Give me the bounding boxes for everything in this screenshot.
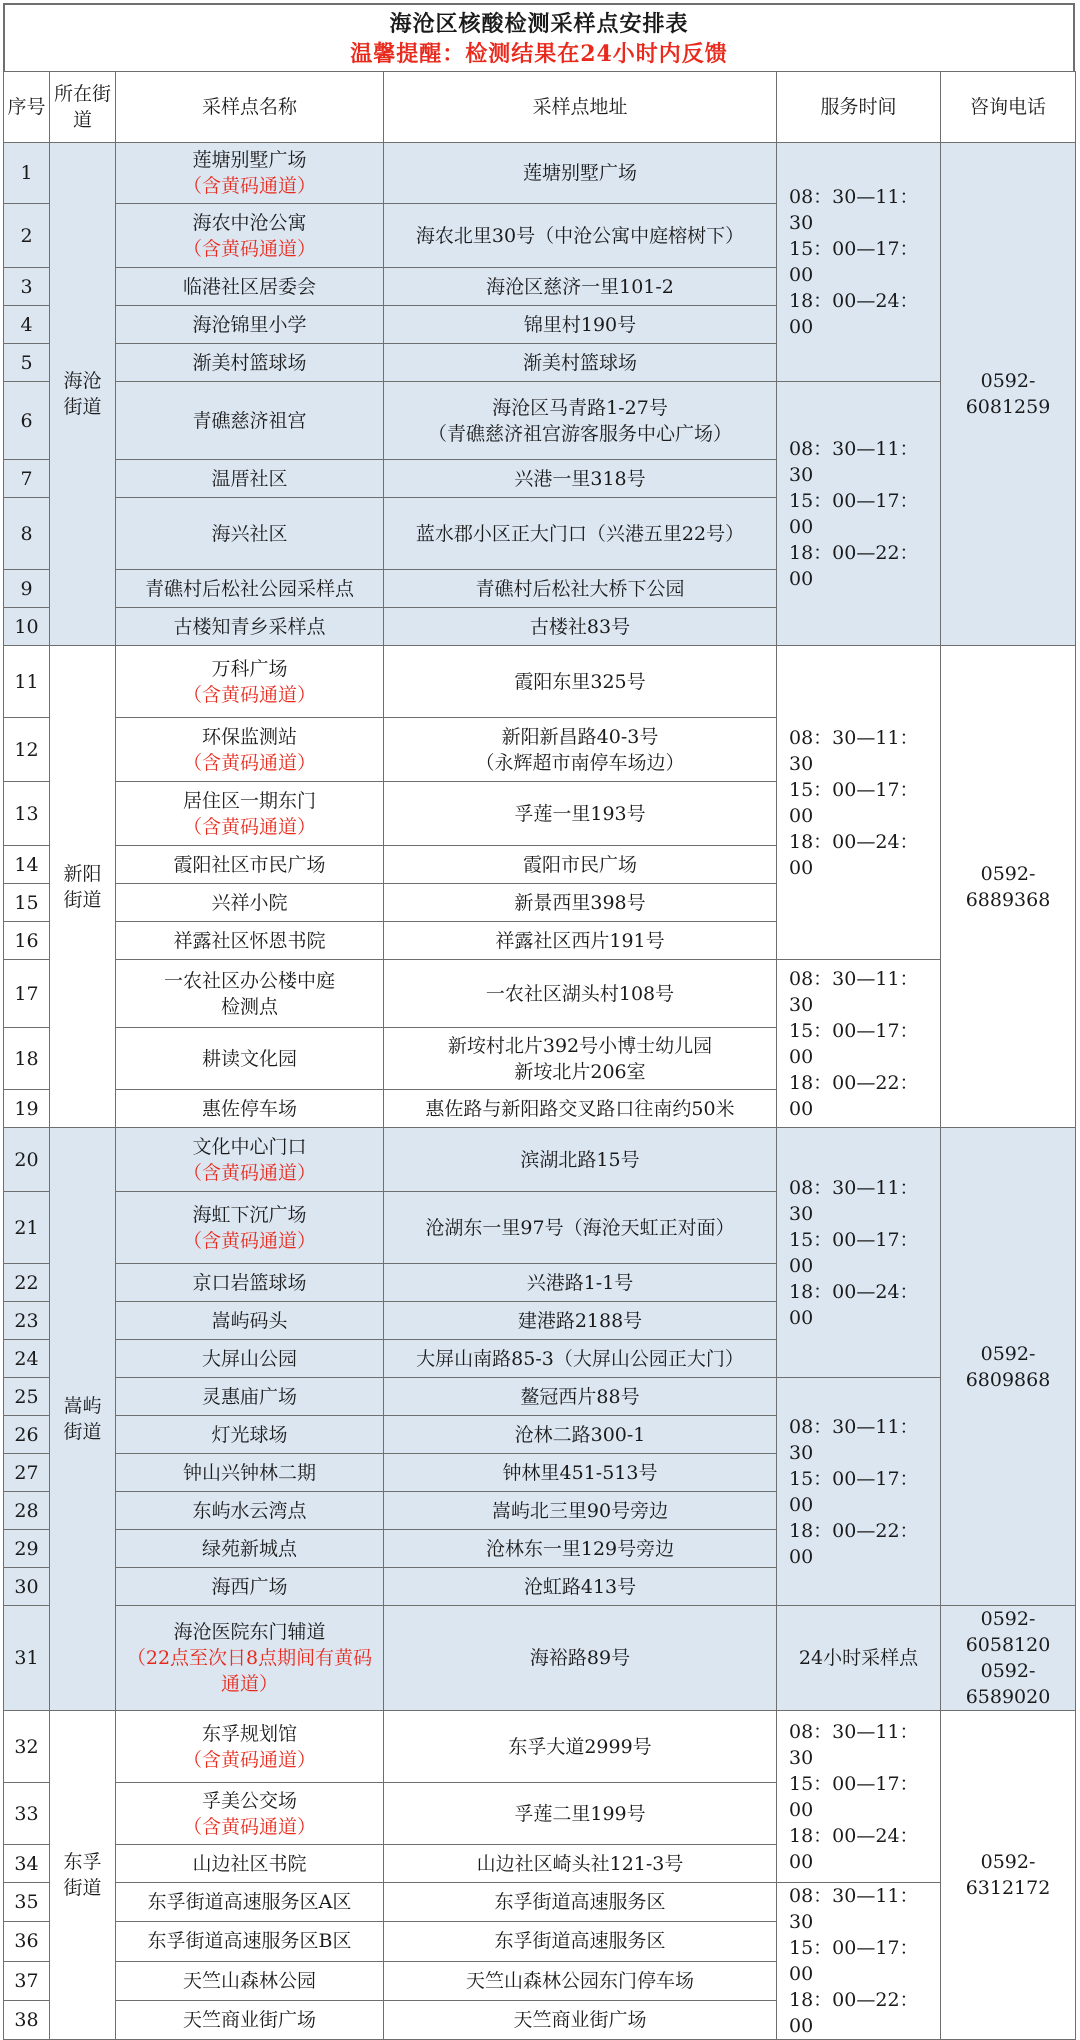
phone-cell bbox=[941, 1606, 1076, 1711]
site-address: 一农社区湖头村108号 bbox=[485, 982, 675, 1005]
site-address: 锦里村190号 bbox=[523, 313, 637, 336]
site-address-cell bbox=[384, 1302, 777, 1340]
phone-number: 0592-6081259 bbox=[965, 370, 1051, 418]
row-seq: 21 bbox=[4, 1192, 50, 1264]
site-name-cell bbox=[116, 306, 384, 344]
site-address: 新垵北片206室 bbox=[514, 1060, 646, 1083]
site-address: 海农北里30号（中沧公寓中庭榕树下） bbox=[415, 224, 745, 247]
service-hours-cell bbox=[777, 960, 941, 1128]
phone-cell bbox=[941, 1128, 1076, 1606]
row-seq: 31 bbox=[4, 1606, 50, 1711]
site-name: 古楼知青乡采样点 bbox=[173, 615, 326, 638]
street-cell bbox=[50, 1128, 116, 1711]
street-name-line: 新阳 bbox=[63, 862, 102, 885]
street-name-line: 街道 bbox=[63, 1421, 102, 1443]
row-seq: 27 bbox=[4, 1454, 50, 1492]
site-name-cell bbox=[116, 1606, 384, 1711]
site-name: 海农中沧公寓 bbox=[192, 211, 307, 234]
site-address-cell bbox=[384, 1883, 777, 1922]
service-hours-cell bbox=[777, 1378, 941, 1606]
site-name: 东孚街道高速服务区B区 bbox=[147, 1930, 352, 1953]
site-name-cell bbox=[116, 460, 384, 498]
site-address-cell bbox=[384, 846, 777, 884]
service-hours-line: 18：00—22：00 bbox=[789, 1071, 919, 1120]
site-name: 渐美村篮球场 bbox=[192, 351, 307, 374]
service-hours-cell bbox=[777, 382, 941, 646]
site-name: 大屏山公园 bbox=[201, 1347, 297, 1370]
row-seq: 26 bbox=[4, 1416, 50, 1454]
site-name-cell bbox=[116, 960, 384, 1028]
service-hours-cell bbox=[777, 646, 941, 960]
site-name: 天竺商业街广场 bbox=[182, 2008, 316, 2031]
row-seq: 35 bbox=[4, 1883, 50, 1922]
site-name: 青礁村后松社公园采样点 bbox=[144, 577, 354, 600]
site-address: 霞阳东里325号 bbox=[514, 670, 646, 693]
service-hours-line: 08：30—11：30 bbox=[789, 726, 919, 775]
site-address: 孚莲二里199号 bbox=[514, 1802, 646, 1825]
site-name-cell bbox=[116, 1922, 384, 1961]
site-address-cell bbox=[384, 1028, 777, 1090]
yellow-code-tag: （含黄码通道） bbox=[182, 815, 316, 838]
site-address-cell bbox=[384, 306, 777, 344]
street-cell bbox=[50, 143, 116, 646]
sampling-table bbox=[3, 71, 1076, 2040]
site-address: 东孚街道高速服务区 bbox=[494, 1891, 666, 1914]
service-hours-cell bbox=[777, 1711, 941, 1883]
site-address-cell bbox=[384, 1416, 777, 1454]
site-name-cell bbox=[116, 1530, 384, 1568]
site-address-cell bbox=[384, 718, 777, 782]
site-name-cell bbox=[116, 1378, 384, 1416]
service-hours-line: 15：00—17：00 bbox=[789, 1937, 919, 1985]
header-street: 所在街道 bbox=[50, 72, 116, 143]
site-name: 天竺山森林公园 bbox=[182, 1969, 316, 1992]
row-seq: 5 bbox=[4, 344, 50, 382]
street-cell bbox=[50, 1711, 116, 2040]
site-name-cell bbox=[116, 1492, 384, 1530]
street-name-line: 街道 bbox=[63, 1877, 102, 1899]
site-address: 兴港路1-1号 bbox=[526, 1271, 634, 1294]
site-address-cell bbox=[384, 922, 777, 960]
row-seq: 28 bbox=[4, 1492, 50, 1530]
title-block bbox=[3, 3, 1075, 71]
site-address: 渐美村篮球场 bbox=[522, 351, 637, 374]
site-address-cell bbox=[384, 1090, 777, 1128]
site-address-cell bbox=[384, 1568, 777, 1606]
schedule-sheet bbox=[3, 3, 1077, 2037]
yellow-code-note: 通道） bbox=[220, 1673, 278, 1695]
site-name-cell bbox=[116, 1711, 384, 1783]
site-name-cell bbox=[116, 1961, 384, 2000]
row-seq: 25 bbox=[4, 1378, 50, 1416]
site-name: 灵惠庙广场 bbox=[201, 1385, 297, 1408]
site-name: 海虹下沉广场 bbox=[192, 1203, 307, 1226]
service-hours-line: 18：00—24：00 bbox=[789, 1824, 919, 1873]
row-seq: 8 bbox=[4, 498, 50, 570]
site-address: 沧虹路413号 bbox=[523, 1575, 637, 1598]
site-address-cell bbox=[384, 1264, 777, 1302]
site-address: 天竺商业街广场 bbox=[513, 2008, 647, 2031]
site-address: 钟林里451-513号 bbox=[502, 1461, 658, 1484]
site-name: 海沧锦里小学 bbox=[192, 313, 307, 336]
site-address: 新阳新昌路40-3号 bbox=[501, 725, 659, 748]
table-row bbox=[4, 1711, 1076, 1783]
yellow-code-note: （22点至次日8点期间有黄码 bbox=[126, 1647, 373, 1669]
site-address: 莲塘别墅广场 bbox=[522, 162, 637, 184]
site-address-cell bbox=[384, 1606, 777, 1711]
service-hours-line: 08：30—11：30 bbox=[789, 437, 919, 486]
site-address: 沧湖东一里97号（海沧天虹正对面） bbox=[425, 1216, 735, 1239]
site-name-cell bbox=[116, 2000, 384, 2039]
row-seq: 3 bbox=[4, 268, 50, 306]
site-address-cell bbox=[384, 782, 777, 846]
service-hours-line: 08：30—11：30 bbox=[789, 1720, 919, 1769]
site-name: 京口岩篮球场 bbox=[192, 1271, 307, 1294]
site-address: 海沧区慈济一里101-2 bbox=[486, 275, 674, 298]
site-name-cell bbox=[116, 268, 384, 306]
row-seq: 33 bbox=[4, 1783, 50, 1845]
site-name: 海西广场 bbox=[211, 1575, 288, 1598]
reminder-text: 温馨提醒：检测结果在24小时内反馈 bbox=[350, 41, 728, 67]
service-hours-line: 08：30—11：30 bbox=[789, 186, 919, 234]
site-name-cell bbox=[116, 143, 384, 204]
site-name: 检测点 bbox=[220, 995, 278, 1018]
site-name-cell bbox=[116, 204, 384, 268]
street-cell bbox=[50, 646, 116, 1128]
site-address-cell bbox=[384, 1492, 777, 1530]
row-seq: 36 bbox=[4, 1922, 50, 1961]
site-name: 临港社区居委会 bbox=[182, 275, 316, 298]
row-seq: 17 bbox=[4, 960, 50, 1028]
site-name-cell bbox=[116, 884, 384, 922]
site-address: 兴港一里318号 bbox=[514, 467, 646, 490]
site-address-cell bbox=[384, 1192, 777, 1264]
phone-cell bbox=[941, 143, 1076, 646]
site-address: 鳌冠西片88号 bbox=[520, 1385, 640, 1408]
header-seq: 序号 bbox=[4, 72, 50, 143]
service-hours-line: 15：00—17：00 bbox=[789, 1228, 919, 1277]
row-seq: 16 bbox=[4, 922, 50, 960]
site-name: 东孚规划馆 bbox=[201, 1722, 297, 1745]
site-name-cell bbox=[116, 382, 384, 460]
site-name: 海兴社区 bbox=[211, 522, 288, 545]
row-seq: 10 bbox=[4, 608, 50, 646]
row-seq: 2 bbox=[4, 204, 50, 268]
site-address: 海沧区马青路1-27号 bbox=[492, 396, 668, 419]
table-row bbox=[4, 143, 1076, 204]
site-address: 青礁村后松社大桥下公园 bbox=[475, 577, 685, 600]
site-address: 山边社区崎头社121-3号 bbox=[476, 1852, 684, 1875]
site-address-cell bbox=[384, 498, 777, 570]
street-name-line: 东孚 bbox=[63, 1851, 102, 1873]
street-name-line: 街道 bbox=[63, 396, 102, 418]
row-seq: 29 bbox=[4, 1530, 50, 1568]
site-address: 东孚大道2999号 bbox=[508, 1735, 652, 1758]
row-seq: 4 bbox=[4, 306, 50, 344]
service-hours-cell bbox=[777, 1606, 941, 1711]
row-seq: 34 bbox=[4, 1845, 50, 1883]
site-name: 青礁慈济祖宫 bbox=[192, 409, 307, 432]
service-hours-line: 15：00—17：00 bbox=[789, 489, 919, 538]
site-address: 祥露社区西片191号 bbox=[495, 929, 665, 952]
table-row bbox=[4, 1606, 1076, 1711]
site-name: 莲塘别墅广场 bbox=[192, 149, 307, 171]
phone-cell bbox=[941, 1711, 1076, 2040]
row-seq: 24 bbox=[4, 1340, 50, 1378]
site-name-cell bbox=[116, 1845, 384, 1883]
yellow-code-tag: （含黄码通道） bbox=[182, 1748, 316, 1771]
street-name-line: 街道 bbox=[63, 888, 102, 911]
site-name-cell bbox=[116, 608, 384, 646]
phone-number: 0592-6589020 bbox=[965, 1660, 1051, 1708]
service-hours-line: 24小时采样点 bbox=[798, 1647, 919, 1669]
table-row bbox=[4, 646, 1076, 718]
site-address: 滨湖北路15号 bbox=[520, 1148, 640, 1171]
header-address: 采样点地址 bbox=[384, 72, 777, 143]
site-name: 兴祥小院 bbox=[211, 891, 288, 914]
service-hours-line: 18：00—22：00 bbox=[789, 541, 919, 590]
site-name: 灯光球场 bbox=[211, 1423, 288, 1446]
site-name-cell bbox=[116, 922, 384, 960]
site-name: 祥露社区怀恩书院 bbox=[173, 929, 326, 952]
site-name-cell bbox=[116, 1090, 384, 1128]
site-name: 山边社区书院 bbox=[192, 1852, 307, 1875]
site-address-cell bbox=[384, 460, 777, 498]
site-name-cell bbox=[116, 1128, 384, 1192]
yellow-code-tag: （含黄码通道） bbox=[182, 237, 316, 260]
site-address-cell bbox=[384, 608, 777, 646]
row-seq: 37 bbox=[4, 1961, 50, 2000]
yellow-code-tag: （含黄码通道） bbox=[182, 1161, 316, 1184]
site-address: 嵩屿北三里90号旁边 bbox=[491, 1499, 669, 1522]
site-name: 耕读文化园 bbox=[201, 1047, 297, 1070]
site-address: 沧林东一里129号旁边 bbox=[485, 1537, 675, 1560]
site-address-cell bbox=[384, 1711, 777, 1783]
service-hours-line: 18：00—24：00 bbox=[789, 1280, 919, 1329]
site-address-cell bbox=[384, 1845, 777, 1883]
service-hours-line: 08：30—11：30 bbox=[789, 1885, 919, 1933]
site-address-cell bbox=[384, 1340, 777, 1378]
site-address: 天竺山森林公园东门停车场 bbox=[465, 1969, 694, 1992]
row-seq: 19 bbox=[4, 1090, 50, 1128]
site-name: 文化中心门口 bbox=[192, 1135, 307, 1158]
table-row bbox=[4, 960, 1076, 1028]
site-name-cell bbox=[116, 1783, 384, 1845]
row-seq: 6 bbox=[4, 382, 50, 460]
site-address: 海裕路89号 bbox=[529, 1647, 631, 1669]
site-address-cell bbox=[384, 143, 777, 204]
site-name: 惠佐停车场 bbox=[201, 1097, 297, 1120]
yellow-code-tag: （含黄码通道） bbox=[182, 1229, 316, 1252]
site-address: 沧林二路300-1 bbox=[514, 1423, 646, 1446]
service-hours-line: 15：00—17：00 bbox=[789, 238, 919, 286]
site-address-cell bbox=[384, 1454, 777, 1492]
row-seq: 12 bbox=[4, 718, 50, 782]
row-seq: 38 bbox=[4, 2000, 50, 2039]
site-name: 东孚街道高速服务区A区 bbox=[147, 1891, 352, 1914]
phone-number: 0592-6889368 bbox=[965, 862, 1051, 911]
site-address: 东孚街道高速服务区 bbox=[494, 1930, 666, 1953]
table-row bbox=[4, 382, 1076, 460]
page-title: 海沧区核酸检测采样点安排表 bbox=[389, 11, 689, 37]
site-address: （青礁慈济祖宫游客服务中心广场） bbox=[427, 422, 732, 445]
street-name-line: 海沧 bbox=[63, 370, 102, 392]
phone-number: 0592-6809868 bbox=[965, 1342, 1051, 1391]
site-address: 大屏山南路85-3（大屏山公园正大门） bbox=[416, 1347, 744, 1370]
site-name-cell bbox=[116, 646, 384, 718]
row-seq: 1 bbox=[4, 143, 50, 204]
site-address: （永辉超市南停车场边） bbox=[475, 751, 685, 774]
site-name-cell bbox=[116, 570, 384, 608]
site-address: 孚莲一里193号 bbox=[514, 802, 646, 825]
service-hours-line: 18：00—22：00 bbox=[789, 1519, 919, 1568]
site-name-cell bbox=[116, 1192, 384, 1264]
site-name: 温厝社区 bbox=[211, 467, 288, 490]
site-address-cell bbox=[384, 1128, 777, 1192]
site-address-cell bbox=[384, 1530, 777, 1568]
row-seq: 7 bbox=[4, 460, 50, 498]
yellow-code-tag: （含黄码通道） bbox=[182, 175, 316, 197]
row-seq: 20 bbox=[4, 1128, 50, 1192]
yellow-code-tag: （含黄码通道） bbox=[182, 683, 316, 706]
site-address-cell bbox=[384, 570, 777, 608]
site-address-cell bbox=[384, 960, 777, 1028]
site-name: 海沧医院东门辅道 bbox=[173, 1621, 326, 1643]
site-name: 嵩屿码头 bbox=[211, 1309, 288, 1332]
site-name: 孚美公交场 bbox=[201, 1789, 297, 1812]
site-address: 新垵村北片392号小博士幼儿园 bbox=[447, 1034, 713, 1057]
site-address-cell bbox=[384, 1378, 777, 1416]
service-hours-cell bbox=[777, 1883, 941, 2040]
site-name: 环保监测站 bbox=[201, 725, 297, 748]
site-address: 霞阳市民广场 bbox=[522, 853, 637, 876]
site-address: 古楼社83号 bbox=[529, 615, 631, 638]
service-hours-line: 15：00—17：00 bbox=[789, 778, 919, 827]
service-hours-line: 15：00—17：00 bbox=[789, 1467, 919, 1516]
site-name-cell bbox=[116, 1568, 384, 1606]
site-name-cell bbox=[116, 1028, 384, 1090]
site-name: 东屿水云湾点 bbox=[192, 1499, 307, 1522]
site-name: 钟山兴钟林二期 bbox=[182, 1461, 316, 1484]
site-name-cell bbox=[116, 782, 384, 846]
header-name: 采样点名称 bbox=[116, 72, 384, 143]
service-hours-line: 15：00—17：00 bbox=[789, 1019, 919, 1068]
site-name-cell bbox=[116, 1264, 384, 1302]
row-seq: 13 bbox=[4, 782, 50, 846]
row-seq: 18 bbox=[4, 1028, 50, 1090]
phone-cell bbox=[941, 646, 1076, 1128]
site-address: 蓝水郡小区正大门口（兴港五里22号） bbox=[415, 522, 745, 545]
yellow-code-tag: （含黄码通道） bbox=[182, 751, 316, 774]
header-phone: 咨询电话 bbox=[941, 72, 1076, 143]
site-address-cell bbox=[384, 204, 777, 268]
site-name: 一农社区办公楼中庭 bbox=[163, 969, 335, 992]
table-row bbox=[4, 1378, 1076, 1416]
site-address-cell bbox=[384, 1783, 777, 1845]
site-name-cell bbox=[116, 1340, 384, 1378]
site-address-cell bbox=[384, 382, 777, 460]
site-name-cell bbox=[116, 1416, 384, 1454]
site-address-cell bbox=[384, 2000, 777, 2039]
site-address-cell bbox=[384, 344, 777, 382]
service-hours-line: 18：00—24：00 bbox=[789, 830, 919, 879]
table-row bbox=[4, 1883, 1076, 1922]
site-address-cell bbox=[384, 646, 777, 718]
service-hours-line: 18：00—24：00 bbox=[789, 290, 919, 338]
site-name-cell bbox=[116, 1883, 384, 1922]
site-name-cell bbox=[116, 498, 384, 570]
site-name-cell bbox=[116, 1302, 384, 1340]
row-seq: 14 bbox=[4, 846, 50, 884]
site-name-cell bbox=[116, 846, 384, 884]
site-address-cell bbox=[384, 884, 777, 922]
site-name-cell bbox=[116, 718, 384, 782]
header-hours: 服务时间 bbox=[777, 72, 941, 143]
row-seq: 15 bbox=[4, 884, 50, 922]
service-hours-line: 08：30—11：30 bbox=[789, 1176, 919, 1225]
site-name: 居住区一期东门 bbox=[182, 789, 316, 812]
service-hours-line: 18：00—22：00 bbox=[789, 1989, 919, 2037]
phone-number: 0592-6058120 bbox=[965, 1608, 1051, 1656]
street-name-line: 嵩屿 bbox=[63, 1395, 102, 1417]
yellow-code-tag: （含黄码通道） bbox=[182, 1815, 316, 1838]
site-address: 建港路2188号 bbox=[517, 1309, 643, 1332]
site-name: 绿苑新城点 bbox=[201, 1537, 297, 1560]
row-seq: 11 bbox=[4, 646, 50, 718]
service-hours-cell bbox=[777, 143, 941, 382]
row-seq: 9 bbox=[4, 570, 50, 608]
site-name: 万科广场 bbox=[211, 657, 288, 680]
service-hours-cell bbox=[777, 1128, 941, 1378]
service-hours-line: 15：00—17：00 bbox=[789, 1772, 919, 1821]
service-hours-line: 08：30—11：30 bbox=[789, 1415, 919, 1464]
table-row bbox=[4, 1128, 1076, 1192]
phone-number: 0592-6312172 bbox=[965, 1851, 1051, 1899]
site-address: 惠佐路与新阳路交叉路口往南约50米 bbox=[425, 1097, 735, 1120]
site-address-cell bbox=[384, 1922, 777, 1961]
site-address: 新景西里398号 bbox=[514, 891, 646, 914]
site-address-cell bbox=[384, 1961, 777, 2000]
row-seq: 22 bbox=[4, 1264, 50, 1302]
table-header-row bbox=[4, 72, 1076, 143]
row-seq: 30 bbox=[4, 1568, 50, 1606]
service-hours-line: 08：30—11：30 bbox=[789, 967, 919, 1016]
row-seq: 32 bbox=[4, 1711, 50, 1783]
site-address-cell bbox=[384, 268, 777, 306]
site-name: 霞阳社区市民广场 bbox=[173, 853, 326, 876]
row-seq: 23 bbox=[4, 1302, 50, 1340]
site-name-cell bbox=[116, 1454, 384, 1492]
site-name-cell bbox=[116, 344, 384, 382]
